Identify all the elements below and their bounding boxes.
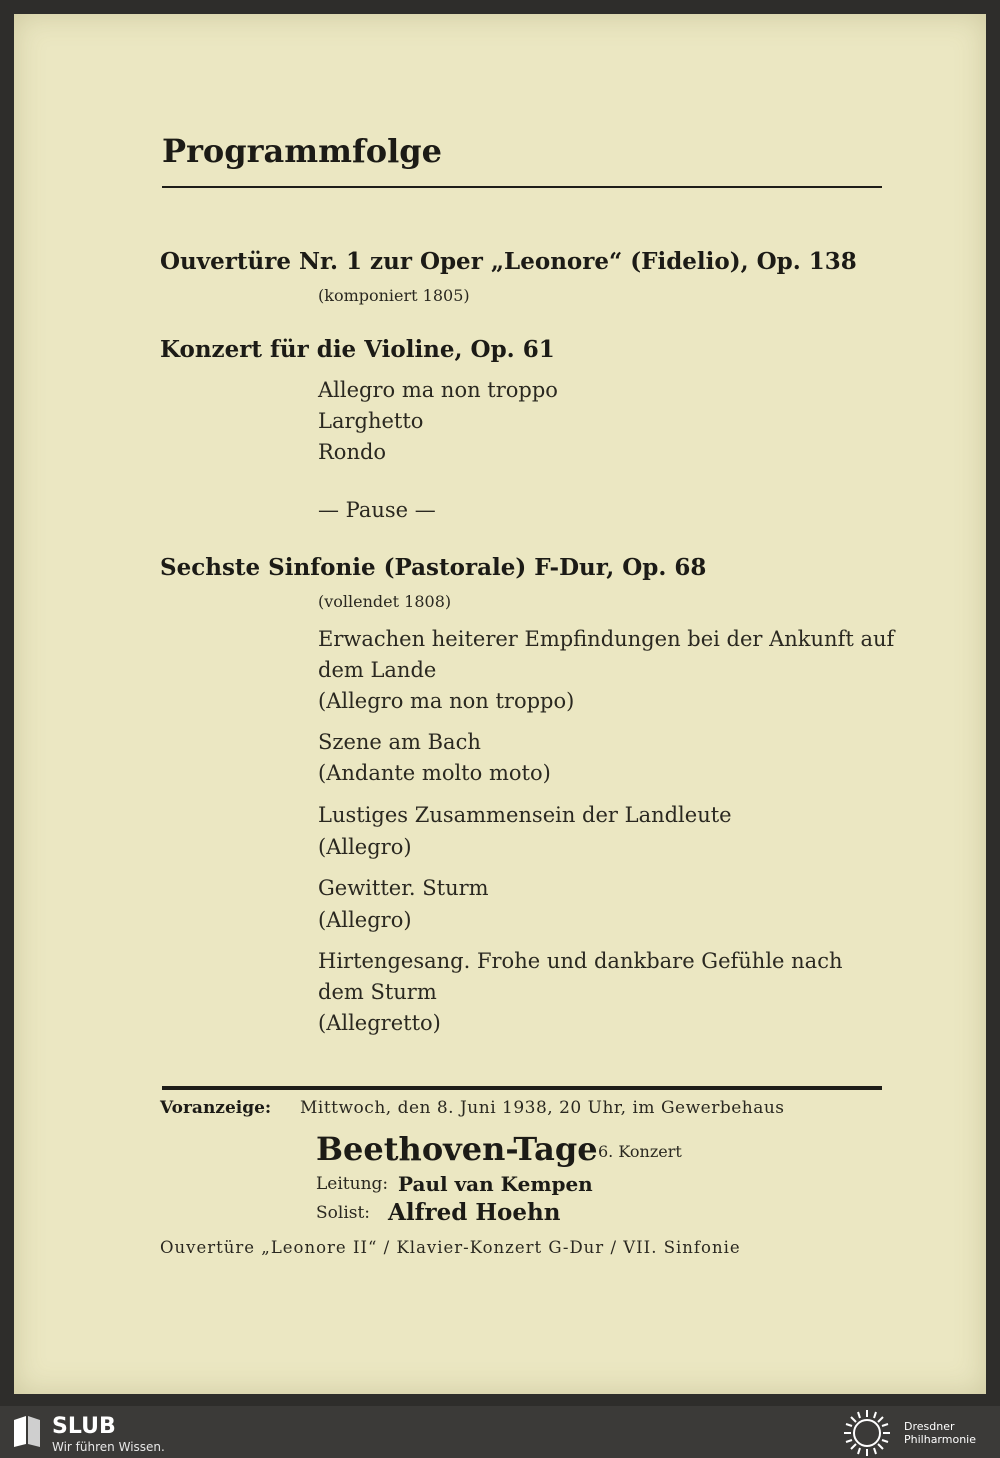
movement-1-line: dem Lande (318, 658, 437, 682)
event-title: Beethoven-Tage (316, 1130, 598, 1168)
movement-2-line: Szene am Bach (318, 730, 481, 754)
soloist-label: Solist: (316, 1203, 371, 1223)
conductor-name: Paul van Kempen (398, 1172, 593, 1196)
work-2-movement: Rondo (318, 440, 387, 464)
preview-divider (162, 1086, 882, 1090)
movement-4-line: Gewitter. Sturm (318, 876, 489, 900)
slub-book-icon (12, 1414, 42, 1448)
work-2-movement: Larghetto (318, 409, 424, 433)
title-divider (162, 186, 882, 188)
philharmonie-logo-text: Dresdner Philharmonie (904, 1420, 976, 1446)
work-2-title: Konzert für die Violine, Op. 61 (160, 336, 555, 363)
conductor-label: Leitung: (316, 1174, 389, 1194)
preview-works: Ouvertüre „Leonore II“ / Klavier-Konzert G-Dur / VII. Sinfonie (160, 1238, 741, 1257)
event-subtitle: 6. Konzert (598, 1142, 682, 1161)
movement-3-line: Lustiges Zusammensein der Landleute (318, 803, 732, 827)
slub-logo-text: SLUB (52, 1414, 116, 1439)
work-1-note: (komponiert 1805) (318, 286, 470, 305)
program-page (14, 14, 986, 1394)
work-2-movement: Allegro ma non troppo (318, 378, 558, 402)
soloist-name: Alfred Hoehn (388, 1199, 561, 1226)
movement-5-tempo: (Allegretto) (318, 1011, 441, 1035)
movement-1-line: Erwachen heiterer Empfindungen bei der Ankunft auf (318, 627, 895, 651)
intermission: — Pause — (318, 498, 436, 522)
work-3-note: (vollendet 1808) (318, 592, 452, 611)
movement-1-tempo: (Allegro ma non troppo) (318, 689, 575, 713)
footer-bar (0, 1406, 1000, 1458)
movement-2-tempo: (Andante molto moto) (318, 761, 551, 785)
movement-4-tempo: (Allegro) (318, 908, 412, 932)
work-1-title: Ouvertüre Nr. 1 zur Oper „Leonore“ (Fidelio), Op. 138 (160, 248, 857, 275)
preview-label: Voranzeige: (160, 1098, 272, 1118)
movement-3-tempo: (Allegro) (318, 835, 412, 859)
page-title: Programmfolge (162, 132, 442, 170)
movement-5-line: Hirtengesang. Frohe und dankbare Gefühle nach (318, 949, 843, 973)
slub-tagline: Wir führen Wissen. (52, 1440, 165, 1454)
movement-5-line: dem Sturm (318, 980, 437, 1004)
philharmonie-sunburst-icon (842, 1408, 892, 1458)
preview-date: Mittwoch, den 8. Juni 1938, 20 Uhr, im Gewerbehaus (300, 1098, 785, 1118)
work-3-title: Sechste Sinfonie (Pastorale) F-Dur, Op. 68 (160, 554, 707, 581)
